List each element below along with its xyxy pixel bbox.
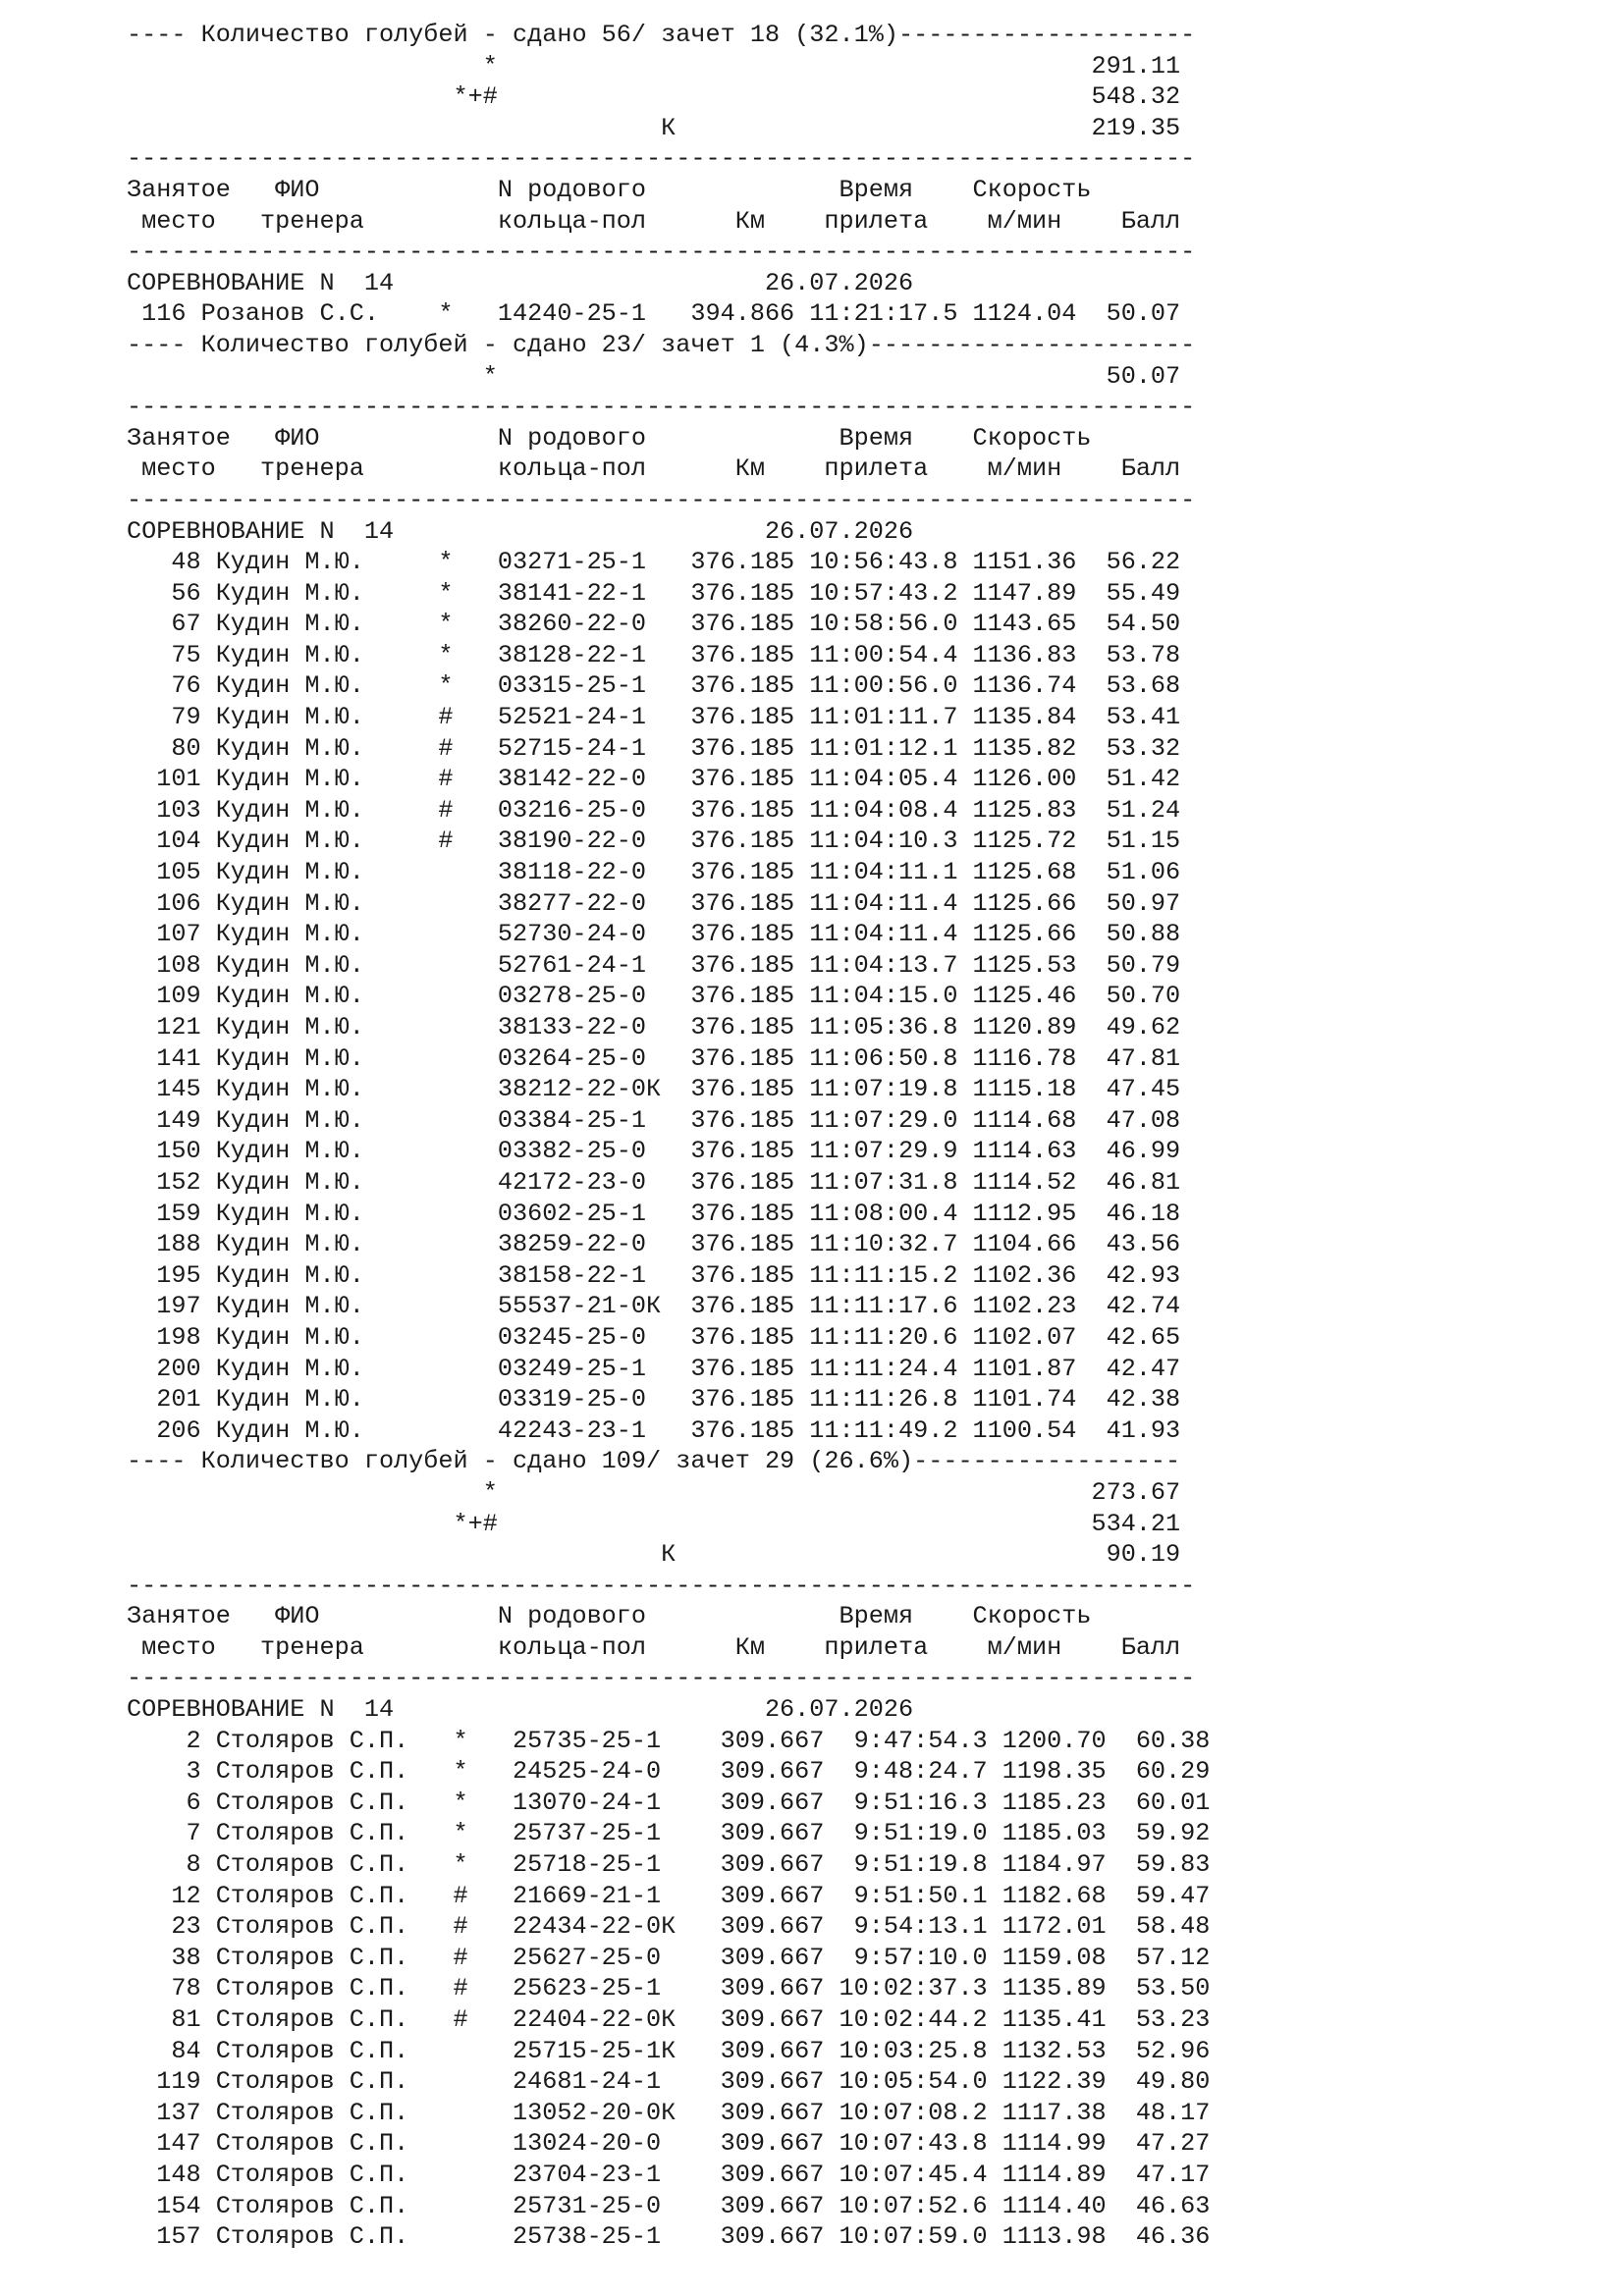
line-text: 195 Кудин М.Ю. 38158-22-1 376.185 11:11:15.2 1102.36 42.93 [127, 1260, 1181, 1290]
table-row [127, 1384, 1210, 1415]
table-row [127, 950, 1210, 982]
line-text: 104 Кудин М.Ю. # 38190-22-0 376.185 11:04:10.3 1125.72 51.15 [127, 827, 1181, 856]
line-text: 67 Кудин М.Ю. * 38260-22-0 376.185 10:58:56.0 1143.65 54.50 [127, 610, 1181, 639]
table-row [127, 1229, 1210, 1260]
line-text: 2 Столяров С.П. * 25735-25-1 309.667 9:47:54.3 1200.70 60.38 [127, 1726, 1211, 1755]
line-text: ------------------------------------------------------------------------ [127, 1571, 1196, 1600]
line-text: ------------------------------------------------------------------------ [127, 393, 1196, 422]
line-text: 150 Кудин М.Ю. 03382-25-0 376.185 11:07:29.9 1114.63 46.99 [127, 1137, 1181, 1166]
line-text: *+# 548.32 [127, 82, 1181, 112]
line-text: 81 Столяров С.П. # 22404-22-0К 309.667 10:02:44.2 1135.41 53.23 [127, 2005, 1211, 2034]
table-row [127, 2128, 1210, 2160]
line-text: ---- Количество голубей - сдано 56/ зачет 18 (32.1%)-------------------- [127, 21, 1196, 49]
table-row [127, 1043, 1210, 1075]
line-text: 159 Кудин М.Ю. 03602-25-1 376.185 11:08:00.4 1112.95 46.18 [127, 1199, 1181, 1228]
table-row [127, 702, 1210, 733]
table-row [127, 1943, 1210, 1974]
report-document [127, 20, 1210, 2253]
table-row [127, 1881, 1210, 1912]
line-text: * 50.07 [127, 361, 1181, 391]
line-text: место тренера кольца-пол Км прилета м/мин Балл [127, 1632, 1181, 1662]
competition-header [127, 516, 1210, 548]
table-header-row [127, 423, 1210, 454]
table-header-row [127, 206, 1210, 238]
line-text: 38 Столяров С.П. # 25627-25-0 309.667 9:57:10.0 1159.08 57.12 [127, 1943, 1211, 1972]
line-text: 149 Кудин М.Ю. 03384-25-1 376.185 11:07:29.0 1114.68 47.08 [127, 1105, 1181, 1135]
line-text: 12 Столяров С.П. # 21669-21-1 309.667 9:51:50.1 1182.68 59.47 [127, 1881, 1211, 1910]
line-text: 103 Кудин М.Ю. # 03216-25-0 376.185 11:04:08.4 1125.83 51.24 [127, 795, 1181, 825]
line-text: К 219.35 [127, 113, 1181, 142]
table-row [127, 1199, 1210, 1230]
group-total-line [127, 51, 1210, 82]
line-text: ---- Количество голубей - сдано 23/ зачет 1 (4.3%)---------------------- [127, 330, 1196, 359]
line-text: 197 Кудин М.Ю. 55537-21-0К 376.185 11:11:17.6 1102.23 42.74 [127, 1292, 1181, 1321]
line-text: 141 Кудин М.Ю. 03264-25-0 376.185 11:06:50.8 1116.78 47.81 [127, 1043, 1181, 1073]
table-row [127, 795, 1210, 827]
line-text: 79 Кудин М.Ю. # 52521-24-1 376.185 11:01:11.7 1135.84 53.41 [127, 703, 1181, 732]
line-text: 101 Кудин М.Ю. # 38142-22-0 376.185 11:04:05.4 1126.00 51.42 [127, 765, 1181, 794]
table-row [127, 578, 1210, 610]
line-text: 109 Кудин М.Ю. 03278-25-0 376.185 11:04:15.0 1125.46 50.70 [127, 982, 1181, 1011]
line-text: 106 Кудин М.Ю. 38277-22-0 376.185 11:04:11.4 1125.66 50.97 [127, 888, 1181, 918]
line-text: ------------------------------------------------------------------------ [127, 238, 1196, 267]
line-text: 78 Столяров С.П. # 25623-25-1 309.667 10:02:37.3 1135.89 53.50 [127, 1974, 1211, 2003]
line-text: * 273.67 [127, 1477, 1181, 1507]
table-header-row [127, 1601, 1210, 1632]
line-text: 107 Кудин М.Ю. 52730-24-0 376.185 11:04:11.4 1125.66 50.88 [127, 920, 1181, 949]
line-text: 145 Кудин М.Ю. 38212-22-0К 376.185 11:07:19.8 1115.18 47.45 [127, 1075, 1181, 1104]
line-text: 84 Столяров С.П. 25715-25-1К 309.667 10:03:25.8 1132.53 52.96 [127, 2036, 1211, 2065]
table-row [127, 857, 1210, 888]
separator-line [127, 143, 1210, 175]
pigeon-count-summary [127, 1446, 1210, 1477]
line-text: СОРЕВНОВАНИЕ N 14 26.07.2026 [127, 268, 914, 297]
line-text: 198 Кудин М.Ю. 03245-25-0 376.185 11:11:20.6 1102.07 42.65 [127, 1322, 1181, 1352]
pigeon-count-summary [127, 20, 1210, 51]
table-row [127, 298, 1210, 330]
line-text: 119 Столяров С.П. 24681-24-1 309.667 10:05:54.0 1122.39 49.80 [127, 2067, 1211, 2097]
table-row [127, 670, 1210, 702]
table-row [127, 764, 1210, 795]
table-row [127, 1012, 1210, 1043]
group-total-line [127, 1509, 1210, 1540]
table-row [127, 640, 1210, 671]
line-text: 116 Розанов С.С. * 14240-25-1 394.866 11:21:17.5 1124.04 50.07 [127, 299, 1181, 329]
table-row [127, 2098, 1210, 2129]
line-text: *+# 534.21 [127, 1509, 1181, 1538]
table-row [127, 888, 1210, 920]
table-row [127, 2191, 1210, 2222]
table-row [127, 1322, 1210, 1354]
table-header-row [127, 454, 1210, 485]
pigeon-count-summary [127, 330, 1210, 361]
table-row [127, 1136, 1210, 1167]
table-row [127, 1911, 1210, 1943]
line-text: 121 Кудин М.Ю. 38133-22-0 376.185 11:05:36.8 1120.89 49.62 [127, 1013, 1181, 1041]
separator-line [127, 392, 1210, 423]
line-text: К 90.19 [127, 1540, 1181, 1570]
table-row [127, 1756, 1210, 1788]
line-text: 7 Столяров С.П. * 25737-25-1 309.667 9:51:19.0 1185.03 59.92 [127, 1819, 1211, 1848]
line-text: 3 Столяров С.П. * 24525-24-0 309.667 9:48:24.7 1198.35 60.29 [127, 1757, 1211, 1787]
line-text: СОРЕВНОВАНИЕ N 14 26.07.2026 [127, 1695, 914, 1725]
line-text: 157 Столяров С.П. 25738-25-1 309.667 10:07:59.0 1113.98 46.36 [127, 2222, 1211, 2252]
group-total-line [127, 1477, 1210, 1509]
line-text: 56 Кудин М.Ю. * 38141-22-1 376.185 10:57:43.2 1147.89 55.49 [127, 578, 1181, 608]
line-text: 152 Кудин М.Ю. 42172-23-0 376.185 11:07:31.8 1114.52 46.81 [127, 1167, 1181, 1197]
line-text: 105 Кудин М.Ю. 38118-22-0 376.185 11:04:11.1 1125.68 51.06 [127, 858, 1181, 887]
line-text: * 291.11 [127, 51, 1181, 80]
line-text: 137 Столяров С.П. 13052-20-0К 309.667 10:07:08.2 1117.38 48.17 [127, 2098, 1211, 2127]
group-total-line [127, 1539, 1210, 1571]
separator-line [127, 237, 1210, 268]
table-row [127, 2004, 1210, 2036]
table-row [127, 1074, 1210, 1105]
table-row [127, 1291, 1210, 1322]
line-text: 206 Кудин М.Ю. 42243-23-1 376.185 11:11:49.2 1100.54 41.93 [127, 1415, 1181, 1445]
table-row [127, 733, 1210, 765]
line-text: ------------------------------------------------------------------------ [127, 1664, 1196, 1693]
table-row [127, 919, 1210, 950]
table-row [127, 2036, 1210, 2067]
separator-line [127, 485, 1210, 516]
line-text: 8 Столяров С.П. * 25718-25-1 309.667 9:51:19.8 1184.97 59.83 [127, 1850, 1211, 1880]
line-text: 48 Кудин М.Ю. * 03271-25-1 376.185 10:56:43.8 1151.36 56.22 [127, 548, 1181, 577]
competition-header [127, 1694, 1210, 1726]
table-row [127, 2066, 1210, 2098]
separator-line [127, 1663, 1210, 1694]
table-row [127, 1105, 1210, 1137]
line-text: 201 Кудин М.Ю. 03319-25-0 376.185 11:11:26.8 1101.74 42.38 [127, 1385, 1181, 1415]
table-row [127, 1415, 1210, 1447]
line-text: 147 Столяров С.П. 13024-20-0 309.667 10:07:43.8 1114.99 47.27 [127, 2129, 1211, 2159]
line-text: 188 Кудин М.Ю. 38259-22-0 376.185 11:10:32.7 1104.66 43.56 [127, 1230, 1181, 1259]
group-total-line [127, 361, 1210, 393]
competition-header [127, 268, 1210, 299]
line-text: Занятое ФИО N родового Время Скорость [127, 1602, 1092, 1631]
table-row [127, 1354, 1210, 1385]
line-text: 148 Столяров С.П. 23704-23-1 309.667 10:07:45.4 1114.89 47.17 [127, 2160, 1211, 2189]
table-header-row [127, 175, 1210, 206]
table-row [127, 1726, 1210, 1757]
table-row [127, 609, 1210, 640]
line-text: место тренера кольца-пол Км прилета м/мин Балл [127, 206, 1181, 236]
line-text: 108 Кудин М.Ю. 52761-24-1 376.185 11:04:13.7 1125.53 50.79 [127, 950, 1181, 980]
table-row [127, 1167, 1210, 1199]
table-row [127, 1788, 1210, 1819]
line-text: ------------------------------------------------------------------------ [127, 144, 1196, 174]
line-text: 23 Столяров С.П. # 22434-22-0К 309.667 9:54:13.1 1172.01 58.48 [127, 1912, 1211, 1942]
table-row [127, 547, 1210, 578]
line-text: ---- Количество голубей - сдано 109/ зачет 29 (26.6%)------------------ [127, 1447, 1181, 1476]
table-row [127, 981, 1210, 1012]
table-header-row [127, 1632, 1210, 1664]
line-text: 154 Столяров С.П. 25731-25-0 309.667 10:07:52.6 1114.40 46.63 [127, 2191, 1211, 2220]
line-text: Занятое ФИО N родового Время Скорость [127, 175, 1092, 204]
table-row [127, 2160, 1210, 2191]
line-text: 75 Кудин М.Ю. * 38128-22-1 376.185 11:00:54.4 1136.83 53.78 [127, 640, 1181, 669]
separator-line [127, 1571, 1210, 1602]
group-total-line [127, 81, 1210, 113]
table-row [127, 1260, 1210, 1292]
line-text: ------------------------------------------------------------------------ [127, 485, 1196, 514]
table-row [127, 1973, 1210, 2004]
line-text: Занятое ФИО N родового Время Скорость [127, 423, 1092, 453]
line-text: 76 Кудин М.Ю. * 03315-25-1 376.185 11:00:56.0 1136.74 53.68 [127, 671, 1181, 701]
line-text: СОРЕВНОВАНИЕ N 14 26.07.2026 [127, 516, 914, 546]
table-row [127, 1849, 1210, 1881]
line-text: 6 Столяров С.П. * 13070-24-1 309.667 9:51:16.3 1185.23 60.01 [127, 1788, 1211, 1817]
table-row [127, 2221, 1210, 2253]
group-total-line [127, 113, 1210, 144]
line-text: место тренера кольца-пол Км прилета м/мин Балл [127, 454, 1181, 484]
table-row [127, 826, 1210, 857]
line-text: 80 Кудин М.Ю. # 52715-24-1 376.185 11:01:12.1 1135.82 53.32 [127, 733, 1181, 763]
line-text: 200 Кудин М.Ю. 03249-25-1 376.185 11:11:24.4 1101.87 42.47 [127, 1354, 1181, 1383]
table-row [127, 1818, 1210, 1849]
